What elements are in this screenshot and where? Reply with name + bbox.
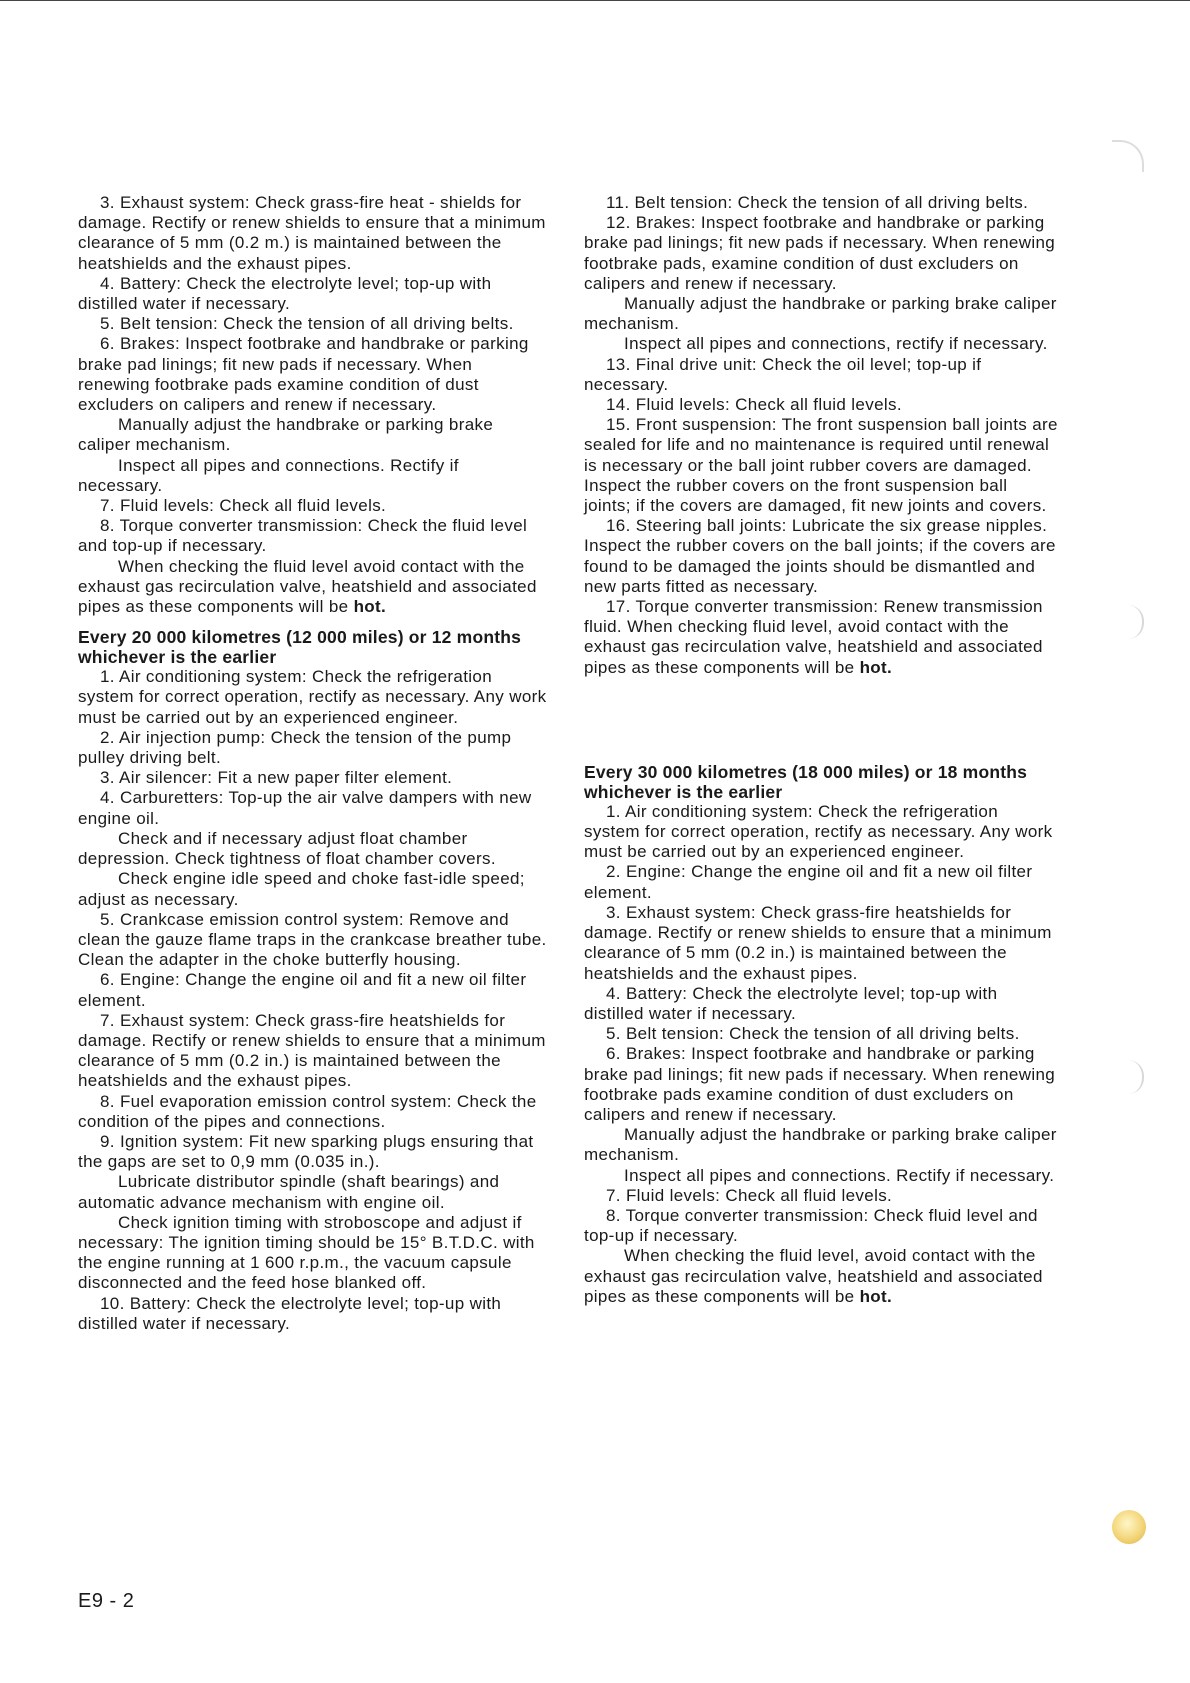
warning-paragraph — [584, 1246, 1059, 1307]
list-item: 4. Carburetters: Top-up the air valve dampers with new engine oil. — [78, 788, 532, 828]
list-item: 1. Air conditioning system: Check the refrigeration system for correct operation, rectify as necessary. Any work must be carried out by an experienced engineer. — [584, 801, 1053, 862]
sub-paragraph: Inspect all pipes and connections. Rectify if necessary. — [78, 455, 459, 495]
list-item: 6. Brakes: Inspect footbrake and handbrake or parking brake pad linings; fit new pads if necessary. When renewing footbrake pads examine condition of dust excluders on calipers and renew if necessary. — [78, 334, 529, 415]
list-item: 2. Air injection pump: Check the tension of the pump pulley driving belt. — [78, 727, 512, 768]
list-item: 8. Fuel evaporation emission control system: Check the condition of the pipes and connections. — [78, 1091, 537, 1131]
hot-emphasis: hot. — [859, 1286, 893, 1306]
list-item: 13. Final drive unit: Check the oil level; top-up if necessary. — [584, 354, 982, 394]
list-item — [584, 597, 1059, 678]
list-item: 7. Exhaust system: Check grass-fire heatshields for damage. Rectify or renew shields to ensure that a minimum clearance of 5 mm (0.2 in.) is maintained between the heatshields and the exhaust pipes. — [78, 1010, 546, 1091]
sub-paragraph: Lubricate distributor spindle (shaft bearings) and automatic advance mechanism with engine oil. — [78, 1172, 500, 1212]
right-column — [584, 193, 1059, 1307]
sub-paragraph: Inspect all pipes and connections, rectify if necessary. — [624, 334, 1048, 354]
sub-paragraph: Manually adjust the handbrake or parking brake caliper mechanism. — [584, 294, 1057, 334]
punch-hole — [1112, 1510, 1146, 1544]
hot-emphasis: hot. — [353, 597, 387, 617]
list-item: 1. Air conditioning system: Check the refrigeration system for correct operation, rectify as necessary. Any work must be carried out by an experienced engineer. — [78, 667, 547, 727]
top-border-line — [0, 0, 1190, 1]
sub-paragraph: Check ignition timing with stroboscope and adjust if necessary: The ignition timing should be 15° B.T.D.C. with the engine running at 1 600 r.p.m., the vacuum capsule disconnected and the feed hose blanked off. — [78, 1212, 535, 1293]
item-17-text: 17. Torque converter transmission: Renew transmission fluid. When checking fluid level, avoid contact with the exhaust gas recirculation valve, heatshield and associated pipes as these components will be — [584, 597, 1043, 677]
list-item: 15. Front suspension: The front suspension ball joints are sealed for life and no maintenance is required until renewal is necessary or the ball joint rubber covers are damaged. Inspect the rubber covers on the front suspension ball joints; if the covers are damaged, fit new joints and covers. — [584, 415, 1058, 516]
list-item: 3. Exhaust system: Check grass-fire heat - shields for damage. Rectify or renew shields to ensure that a minimum clearance of 5 mm (0.2 m.) is maintained between the heatshields and the exhaust pipes. — [78, 193, 546, 273]
section-heading-30000: Every 30 000 kilometres (18 000 miles) or 18 months whichever is the earlier — [584, 761, 1028, 802]
list-item: 6. Engine: Change the engine oil and fit a new oil filter element. — [78, 970, 527, 1010]
list-item: 7. Fluid levels: Check all fluid levels. — [606, 1185, 893, 1205]
list-item: 11. Belt tension: Check the tension of all driving belts. — [606, 193, 1029, 212]
list-item: 8. Torque converter transmission: Check fluid level and top-up if necessary. — [584, 1205, 1038, 1246]
section-heading-20000: Every 20 000 kilometres (12 000 miles) or 12 months whichever is the earlier — [78, 627, 522, 668]
sub-paragraph: Manually adjust the handbrake or parking brake caliper mechanism. — [78, 415, 494, 455]
warning-paragraph — [78, 557, 548, 618]
page-number: E9 - 2 — [78, 1590, 135, 1612]
list-item: 10. Battery: Check the electrolyte level; top-up with distilled water if necessary. — [78, 1293, 502, 1333]
sub-paragraph: Check and if necessary adjust float chamber depression. Check tightness of float chamber covers. — [78, 828, 496, 869]
list-item: 7. Fluid levels: Check all fluid levels. — [100, 496, 387, 516]
warning-text: When checking the fluid level avoid contact with the exhaust gas recirculation valve, heatshield and associated pipes as these components will be — [78, 556, 537, 617]
page-corner-mark — [1112, 140, 1144, 172]
hot-emphasis: hot. — [859, 657, 893, 677]
list-item: 3. Air silencer: Fit a new paper filter element. — [100, 768, 453, 788]
list-item: 9. Ignition system: Fit new sparking plugs ensuring that the gaps are set to 0,9 mm (0.035 in.). — [78, 1131, 534, 1172]
sub-paragraph: Manually adjust the handbrake or parking brake caliper mechanism. — [584, 1125, 1057, 1165]
list-item: 5. Belt tension: Check the tension of all driving belts. — [606, 1024, 1020, 1044]
list-item: 2. Engine: Change the engine oil and fit a new oil filter element. — [584, 862, 1033, 902]
list-item: 16. Steering ball joints: Lubricate the six grease nipples. Inspect the rubber covers on the ball joints; if the covers are found to be damaged the joints should be dismantled and new parts fitted as necessary. — [584, 516, 1056, 596]
list-item: 12. Brakes: Inspect footbrake and handbrake or parking brake pad linings; fit new pads if necessary. When renewing footbrake pads, examine condition of dust excluders on calipers and renew if necessary. — [584, 213, 1056, 293]
warning-text: When checking the fluid level, avoid contact with the exhaust gas recirculation valve, heatshield and associated pipes as these components will be — [584, 1246, 1043, 1306]
list-item: 4. Battery: Check the electrolyte level; top-up with distilled water if necessary. — [78, 273, 492, 314]
list-item: 8. Torque converter transmission: Check the fluid level and top-up if necessary. — [78, 516, 528, 556]
list-item: 3. Exhaust system: Check grass-fire heatshields for damage. Rectify or renew shields to ensure that a minimum clearance of 5 mm (0.2 in.) is maintained between the heatshields and the exhaust pipes. — [584, 902, 1052, 983]
sub-paragraph: Check engine idle speed and choke fast-idle speed; adjust as necessary. — [78, 869, 525, 909]
list-item: 5. Crankcase emission control system: Remove and clean the gauze flame traps in the crankcase breather tube. Clean the adapter in the choke butterfly housing. — [78, 909, 547, 970]
list-item: 14. Fluid levels: Check all fluid levels. — [606, 395, 902, 415]
binding-hole-mark — [1128, 605, 1144, 639]
list-item: 6. Brakes: Inspect footbrake and handbrake or parking brake pad linings; fit new pads if necessary. When renewing footbrake pads examine condition of dust excluders on calipers and renew if necessary. — [584, 1044, 1056, 1124]
left-column — [78, 193, 548, 1334]
sub-paragraph: Inspect all pipes and connections. Rectify if necessary. — [624, 1165, 1055, 1185]
binding-hole-mark — [1128, 1060, 1144, 1094]
list-item: 4. Battery: Check the electrolyte level; top-up with distilled water if necessary. — [584, 983, 998, 1023]
list-item: 5. Belt tension: Check the tension of all driving belts. — [100, 314, 514, 334]
